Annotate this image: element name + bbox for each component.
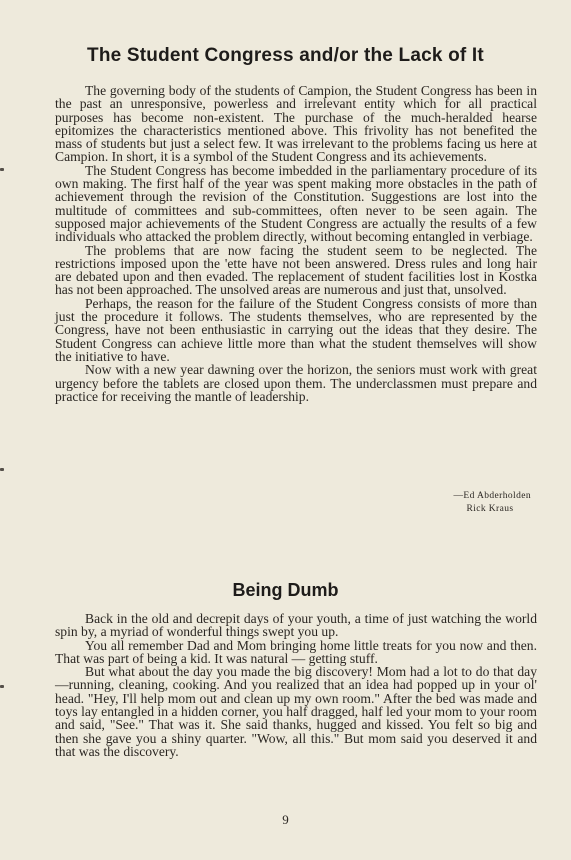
margin-mark — [0, 168, 4, 171]
article-title: Being Dumb — [232, 580, 339, 600]
margin-mark — [0, 468, 4, 471]
paragraph: Perhaps, the reason for the failure of the Student Congress consists of more than just the procedure it follows. The students themselves, who are represented by the Congress, have not been enthusiastic in carrying out the ideas that they desire. The Student Congress can achieve little more than what the student themselves will show the initiative to have. — [55, 295, 537, 364]
paragraph: The governing body of the students of Campion, the Student Congress has been in the past an unresponsive, powerless and irrelevant entity which for all practical purposes has become non-existent. The purchase of the much-heralded hearse epitomizes the characteristics mentioned above. This frivolity has not benefited the mass of students but just a select few. It was irrelevant to the problems facing us here at Campion. In short, it is a symbol of the Student Congress and its achievements. — [55, 83, 537, 165]
author-name: Rick Kraus — [466, 504, 514, 514]
paragraph: Now with a new year dawning over the horizon, the seniors must work with great urgency before the tablets are closed upon them. The underclassmen must prepare and practice for receiving the mantle of leadership. — [55, 362, 537, 404]
page-number: 9 — [282, 812, 289, 827]
paragraph: You all remember Dad and Mom bringing home little treats for you now and then. That was part of being a kid. It was natural — getting stuff. — [55, 637, 537, 666]
author-name: —Ed Abderholden — [453, 491, 531, 501]
paragraph: The Student Congress has become imbedded in the parliamentary procedure of its own making. The first half of the year was spent making more obstacles in the path of achievement through the revision of the Constitution. Suggestions are lost into the multitude of committees and sub-committees, often never to be seen again. The supposed major achievements of the Student Congress are actually the results of a few individuals who attacked the problem directly, without becoming entangled in verbiage. — [55, 162, 537, 245]
article-body — [55, 612, 537, 758]
margin-mark — [0, 685, 4, 688]
author-signature — [453, 490, 531, 516]
paragraph: But what about the day you made the big discovery! Mom had a lot to do that day—running, cleaning, cooking. And you realized that an idea had popped up in your ol' head. "Hey, I'll help mom out and clean up my own room." After the bed was made and toys lay entangled in a hidden corner, you half dragged, half led your mom to your room and said, "See." That was it. She said thanks, hugged and kissed. You felt so big and then she gave you a shiny quarter. "Wow, all this." But mom said you deserved it and that was the discovery. — [55, 664, 537, 759]
paragraph: The problems that are now facing the student seem to be neglected. The restrictions imposed upon the 'ette have not been answered. Dress rules and long hair are debated upon and then evaded. The replacement of student facilities lost in Kostka has not been approached. The unsolved areas are numerous and just that, unsolved. — [55, 242, 537, 298]
paragraph: Back in the old and decrepit days of your youth, a time of just watching the world spin by, a myriad of wonderful things swept you up. — [55, 611, 537, 640]
article-title: The Student Congress and/or the Lack of It — [87, 45, 484, 66]
article-body — [55, 84, 537, 403]
